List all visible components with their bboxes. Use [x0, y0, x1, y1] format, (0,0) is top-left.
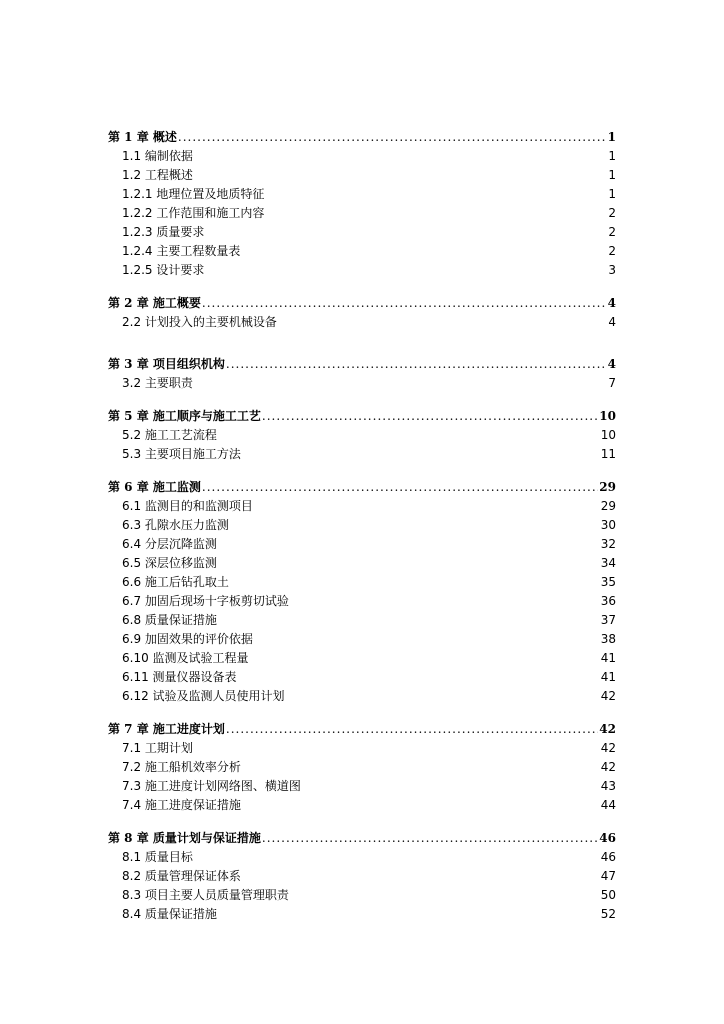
toc-entry[interactable] [108, 687, 616, 706]
entry-title: 7.4 施工进度保证措施 [122, 798, 241, 812]
entry-title: 1.2.4 主要工程数量表 [122, 244, 241, 258]
chapter-title: 第 6 章 施工监测 [108, 480, 201, 494]
toc-entry[interactable] [108, 592, 616, 611]
toc-entry[interactable] [108, 796, 616, 815]
dot-leader [202, 478, 598, 497]
entry-title: 5.3 主要项目施工方法 [122, 447, 241, 461]
entry-page-number: 7 [608, 376, 616, 390]
entry-page-number: 52 [600, 907, 616, 921]
entry-title: 2.2 计划投入的主要机械设备 [122, 315, 277, 329]
entry-title: 6.9 加固效果的评价依据 [122, 632, 253, 646]
entry-page-number: 42 [600, 760, 616, 774]
toc-entry[interactable] [108, 313, 616, 332]
toc-entry[interactable] [108, 649, 616, 668]
toc-entry[interactable] [108, 516, 616, 535]
entry-page-number: 30 [600, 518, 616, 532]
toc-entry[interactable] [108, 886, 616, 905]
toc-entry[interactable] [108, 374, 616, 393]
entry-page-number: 34 [600, 556, 616, 570]
toc-entry[interactable] [108, 739, 616, 758]
toc-entry[interactable] [108, 867, 616, 886]
entry-title: 7.3 施工进度计划网络图、横道图 [122, 779, 301, 793]
toc-entry[interactable] [108, 611, 616, 630]
toc-entry[interactable] [108, 573, 616, 592]
dot-leader [202, 294, 607, 313]
entry-page-number: 1 [608, 187, 616, 201]
entry-title: 3.2 主要职责 [122, 376, 193, 390]
entry-title: 1.2.1 地理位置及地质特征 [122, 187, 265, 201]
entry-title: 7.2 施工船机效率分析 [122, 760, 241, 774]
chapter-page-number: 10 [599, 409, 616, 423]
toc-chapter-8[interactable] [108, 829, 616, 848]
entry-page-number: 2 [608, 206, 616, 220]
chapter-page-number: 1 [607, 130, 616, 144]
chapter-page-number: 4 [607, 296, 616, 310]
entry-title: 7.1 工期计划 [122, 741, 193, 755]
toc-entry[interactable] [108, 261, 616, 280]
toc-chapter-2[interactable] [108, 294, 616, 313]
entry-title: 6.7 加固后现场十字板剪切试验 [122, 594, 289, 608]
section-spacer [108, 464, 616, 478]
toc-chapter-6[interactable] [108, 478, 616, 497]
entry-page-number: 46 [600, 850, 616, 864]
entry-title: 8.4 质量保证措施 [122, 907, 217, 921]
toc-entry[interactable] [108, 204, 616, 223]
section-spacer [108, 280, 616, 294]
chapter-title: 第 8 章 质量计划与保证措施 [108, 831, 261, 845]
chapter-title: 第 3 章 项目组织机构 [108, 357, 225, 371]
entry-title: 6.11 测量仪器设备表 [122, 670, 237, 684]
entry-title: 6.1 监测目的和监测项目 [122, 499, 253, 513]
toc-entry[interactable] [108, 166, 616, 185]
entry-page-number: 11 [600, 447, 616, 461]
toc-entry[interactable] [108, 777, 616, 796]
entry-title: 5.2 施工工艺流程 [122, 428, 217, 442]
toc-entry[interactable] [108, 630, 616, 649]
toc-entry[interactable] [108, 668, 616, 687]
entry-title: 1.2.2 工作范围和施工内容 [122, 206, 265, 220]
toc-entry[interactable] [108, 848, 616, 867]
entry-page-number: 41 [600, 670, 616, 684]
entry-title: 6.4 分层沉降监测 [122, 537, 217, 551]
dot-leader [262, 407, 598, 426]
toc-entry[interactable] [108, 758, 616, 777]
entry-page-number: 2 [608, 225, 616, 239]
entry-title: 6.5 深层位移监测 [122, 556, 217, 570]
toc-entry[interactable] [108, 185, 616, 204]
entry-title: 1.1 编制依据 [122, 149, 193, 163]
entry-page-number: 42 [600, 689, 616, 703]
chapter-title: 第 5 章 施工顺序与施工工艺 [108, 409, 261, 423]
entry-page-number: 44 [600, 798, 616, 812]
toc-chapter-7[interactable] [108, 720, 616, 739]
entry-page-number: 10 [600, 428, 616, 442]
toc-chapter-3[interactable] [108, 355, 616, 374]
chapter-title: 第 1 章 概述 [108, 130, 177, 144]
section-spacer [108, 706, 616, 720]
entry-title: 8.3 项目主要人员质量管理职责 [122, 888, 289, 902]
entry-page-number: 1 [608, 168, 616, 182]
toc-entry[interactable] [108, 242, 616, 261]
entry-page-number: 37 [600, 613, 616, 627]
entry-title: 1.2.3 质量要求 [122, 225, 205, 239]
entry-page-number: 47 [600, 869, 616, 883]
toc-entry[interactable] [108, 535, 616, 554]
toc-chapter-1[interactable] [108, 128, 616, 147]
dot-leader [226, 720, 598, 739]
chapter-page-number: 4 [607, 357, 616, 371]
section-spacer [108, 815, 616, 829]
entry-page-number: 38 [600, 632, 616, 646]
dot-leader [262, 829, 598, 848]
dot-leader [178, 128, 607, 147]
toc-entry[interactable] [108, 554, 616, 573]
table-of-contents [108, 128, 616, 924]
entry-page-number: 43 [600, 779, 616, 793]
entry-title: 6.8 质量保证措施 [122, 613, 217, 627]
chapter-page-number: 42 [599, 722, 616, 736]
entry-title: 8.2 质量管理保证体系 [122, 869, 241, 883]
toc-entry[interactable] [108, 445, 616, 464]
entry-page-number: 2 [608, 244, 616, 258]
section-spacer [108, 393, 616, 407]
toc-chapter-5[interactable] [108, 407, 616, 426]
entry-title: 6.10 监测及试验工程量 [122, 651, 249, 665]
toc-entry[interactable] [108, 223, 616, 242]
section-spacer [108, 332, 616, 355]
entry-page-number: 42 [600, 741, 616, 755]
entry-title: 1.2.5 设计要求 [122, 263, 205, 277]
chapter-title: 第 7 章 施工进度计划 [108, 722, 225, 736]
entry-title: 6.12 试验及监测人员使用计划 [122, 689, 285, 703]
entry-title: 6.6 施工后钻孔取土 [122, 575, 229, 589]
toc-entry[interactable] [108, 426, 616, 445]
entry-page-number: 4 [608, 315, 616, 329]
entry-page-number: 36 [600, 594, 616, 608]
chapter-title: 第 2 章 施工概要 [108, 296, 201, 310]
entry-title: 1.2 工程概述 [122, 168, 193, 182]
entry-page-number: 29 [600, 499, 616, 513]
entry-page-number: 3 [608, 263, 616, 277]
entry-title: 8.1 质量目标 [122, 850, 193, 864]
entry-page-number: 32 [600, 537, 616, 551]
toc-entry[interactable] [108, 147, 616, 166]
chapter-page-number: 46 [599, 831, 616, 845]
toc-entry[interactable] [108, 497, 616, 516]
toc-entry[interactable] [108, 905, 616, 924]
entry-page-number: 41 [600, 651, 616, 665]
entry-page-number: 50 [600, 888, 616, 902]
chapter-page-number: 29 [599, 480, 616, 494]
entry-title: 6.3 孔隙水压力监测 [122, 518, 229, 532]
entry-page-number: 1 [608, 149, 616, 163]
dot-leader [226, 355, 607, 374]
entry-page-number: 35 [600, 575, 616, 589]
